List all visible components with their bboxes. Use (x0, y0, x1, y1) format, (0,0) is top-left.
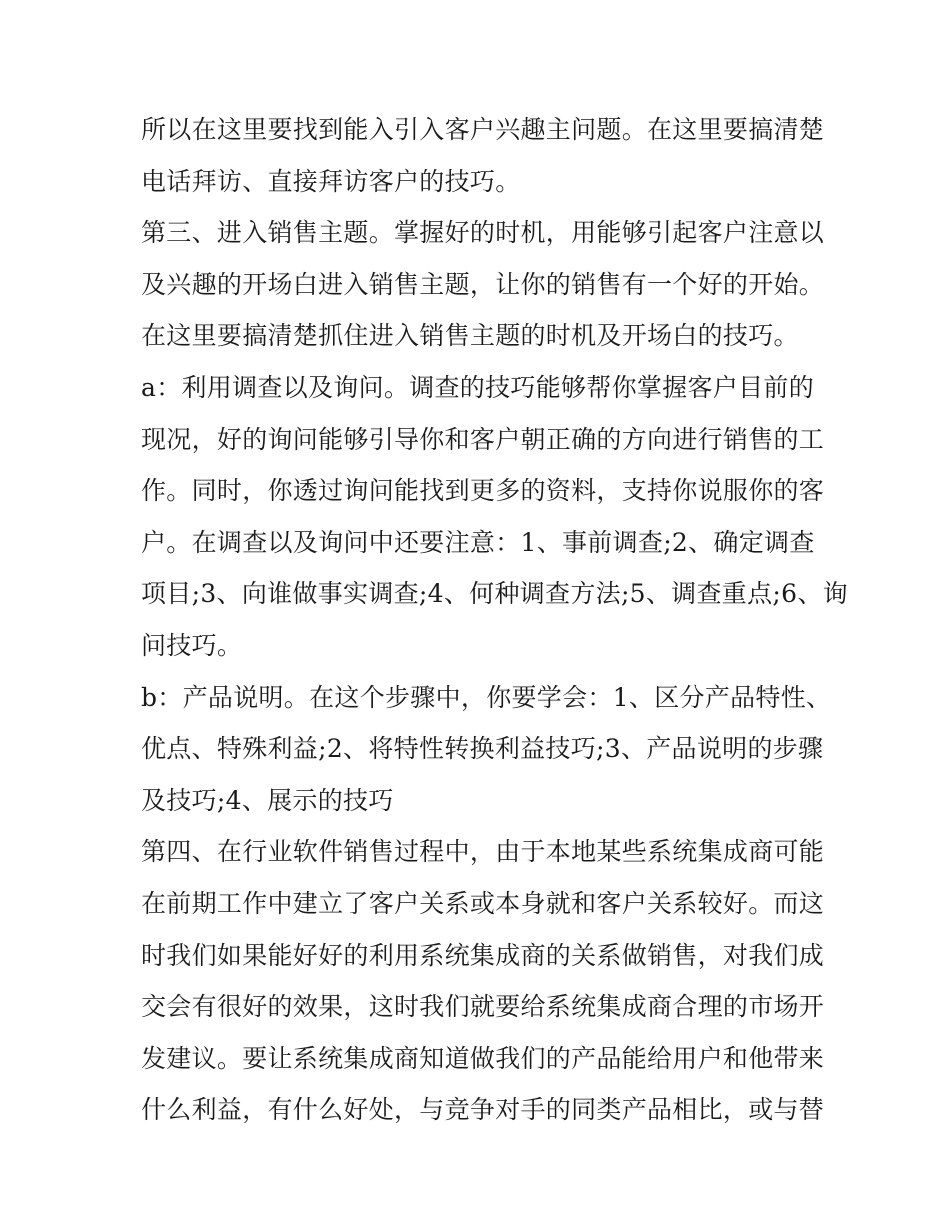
text-line: 发建议。要让系统集成商知道做我们的产品能给用户和他带来 (141, 1043, 825, 1073)
text-line: 电话拜访、直接拜访客户的技巧。 (141, 166, 521, 196)
text-line: 及技巧;4、展示的技巧 (141, 785, 394, 815)
text-line: 现况，好的询问能够引导你和客户朝正确的方向进行销售的工 (141, 424, 825, 454)
text-line: 什么利益，有什么好处，与竞争对手的同类产品相比，或与替 (141, 1095, 825, 1125)
text-line: 交会有很好的效果，这时我们就要给系统集成商合理的市场开 (141, 992, 825, 1022)
text-line: a：利用调查以及询问。调查的技巧能够帮你掌握客户目前的 (141, 372, 815, 402)
text-line: 优点、特殊利益;2、将特性转换利益技巧;3、产品说明的步骤 (141, 734, 824, 764)
text-line: 问技巧。 (141, 630, 243, 660)
text-line: 项目;3、向谁做事实调查;4、何种调查方法;5、调查重点;6、询 (141, 579, 848, 609)
text-line: 第四、在行业软件销售过程中，由于本地某些系统集成商可能 (141, 837, 825, 867)
text-line: b：产品说明。在这个步骤中，你要学会：1、区分产品特性、 (141, 682, 832, 712)
text-line: 在前期工作中建立了客户关系或本身就和客户关系较好。而这 (141, 888, 825, 918)
text-line: 第三、进入销售主题。掌握好的时机，用能够引起客户注意以 (141, 218, 825, 248)
text-line: 所以在这里要找到能入引入客户兴趣主问题。在这里要搞清楚 (141, 115, 825, 144)
text-line: 作。同时，你透过询问能找到更多的资料，支持你说服你的客 (141, 476, 825, 506)
body-text (141, 104, 848, 1136)
text-line: 户。在调查以及询问中还要注意：1、事前调查;2、确定调查 (141, 527, 815, 557)
text-line: 时我们如果能好好的利用系统集成商的关系做销售，对我们成 (141, 940, 825, 970)
text-line: 在这里要搞清楚抓住进入销售主题的时机及开场白的技巧。 (141, 321, 799, 351)
text-line: 及兴趣的开场白进入销售主题，让你的销售有一个好的开始。 (141, 269, 825, 299)
